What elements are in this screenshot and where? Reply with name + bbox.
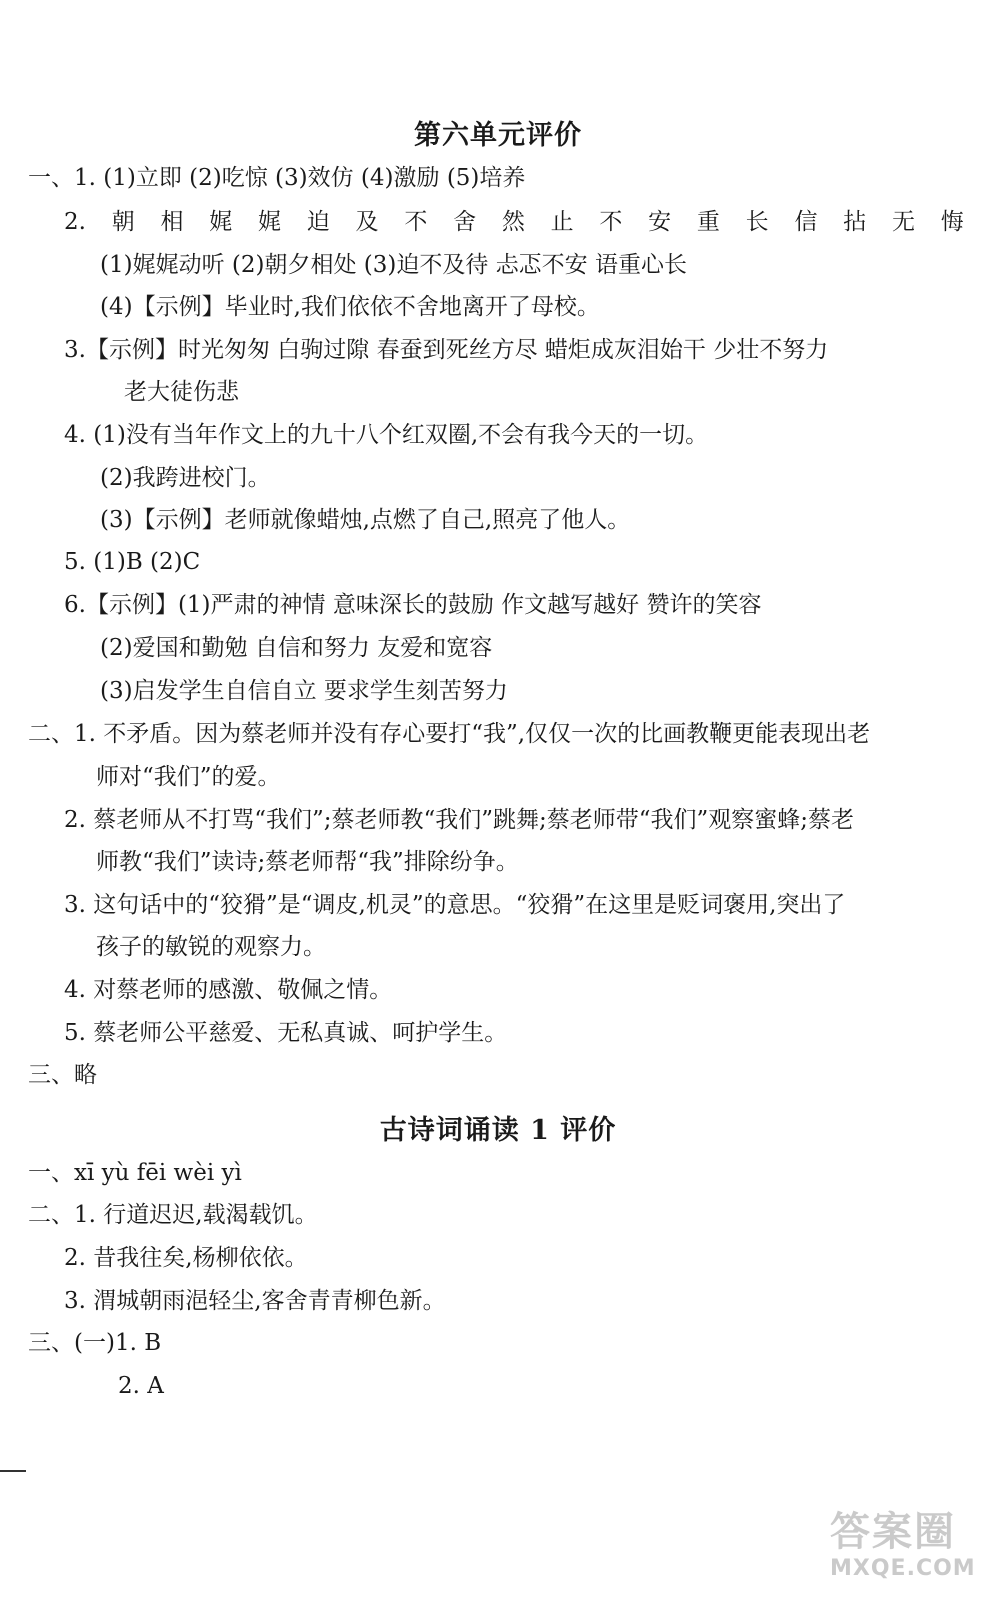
char-cell: 娓 xyxy=(209,209,233,235)
char-cell: 止 xyxy=(550,209,574,235)
char-cell: 舍 xyxy=(453,209,477,235)
char-cell: 迫 xyxy=(306,209,330,235)
char-cell: 信 xyxy=(794,209,818,235)
answer-1-5: 5. (1)B (2)C xyxy=(64,549,201,575)
poetry-answer-1: 一、xī yù fēi wèi yì xyxy=(28,1160,242,1186)
poetry-answer-2-1: 二、1. 行道迟迟,载渴载饥。 xyxy=(28,1202,318,1228)
char-cell: 2. xyxy=(64,209,86,235)
answer-1-2-idioms: (1)娓娓动听 (2)朝夕相处 (3)迫不及待 忐忑不安 语重心长 xyxy=(100,252,687,278)
char-cell: 悔 xyxy=(940,209,964,235)
answer-2-4: 4. 对蔡老师的感激、敬佩之情。 xyxy=(64,977,393,1003)
answer-1-4-1: 4. (1)没有当年作文上的九十八个红双圈,不会有我今天的一切。 xyxy=(64,422,709,448)
char-cell: 朝 xyxy=(111,209,135,235)
answer-2-2: 2. 蔡老师从不打骂“我们”;蔡老师教“我们”跳舞;蔡老师带“我们”观察蜜蜂;蔡老 xyxy=(64,807,855,833)
watermark xyxy=(830,1508,990,1593)
char-cell: 拈 xyxy=(843,209,867,235)
answer-2-3-cont: 孩子的敏锐的观察力。 xyxy=(96,934,326,960)
answer-2-1: 二、1. 不矛盾。因为蔡老师并没有存心要打“我”,仅仅一次的比画教鞭更能表现出老 xyxy=(28,721,871,747)
section-title-poetry: 古诗词诵读 1 评价 xyxy=(379,1115,617,1146)
char-cell: 不 xyxy=(599,209,623,235)
answer-2-2-cont: 师教“我们”读诗;蔡老师帮“我”排除纷争。 xyxy=(96,849,519,875)
answer-1-4-3: (3)【示例】老师就像蜡烛,点燃了自己,照亮了他人。 xyxy=(100,507,631,533)
answer-1-6-3: (3)启发学生自信自立 要求学生刻苦努力 xyxy=(100,678,508,704)
poetry-answer-3-1: 三、(一)1. B xyxy=(28,1330,162,1356)
answer-2-3: 3. 这句话中的“狡猾”是“调皮,机灵”的意思。“狡猾”在这里是贬词褒用,突出了 xyxy=(64,892,846,918)
answer-1-3-cont: 老大徒伤悲 xyxy=(124,379,239,405)
poetry-answer-2-2: 2. 昔我往矣,杨柳依依。 xyxy=(64,1245,308,1271)
poetry-answer-3-2: 2. A xyxy=(118,1373,164,1399)
char-cell: 及 xyxy=(355,209,379,235)
answer-2-1-cont: 师对“我们”的爱。 xyxy=(96,764,281,790)
answer-1-6-2: (2)爱国和勤勉 自信和努力 友爱和宽容 xyxy=(100,635,493,661)
char-cell: 娓 xyxy=(258,209,282,235)
answer-1-6-1: 6.【示例】(1)严肃的神情 意味深长的鼓励 作文越写越好 赞许的笑容 xyxy=(64,592,762,618)
watermark-logo: 答案圈 xyxy=(830,1509,956,1555)
answer-2-5: 5. 蔡老师公平慈爱、无私真诚、呵护学生。 xyxy=(64,1020,508,1046)
char-cell: 然 xyxy=(501,209,525,235)
char-cell: 重 xyxy=(696,209,720,235)
answer-3: 三、略 xyxy=(28,1062,97,1088)
char-cell: 无 xyxy=(891,209,915,235)
answer-1-2-example: (4)【示例】毕业时,我们依依不舍地离开了母校。 xyxy=(100,294,600,320)
watermark-url: MXQE.COM xyxy=(830,1556,976,1581)
answer-1-4-2: (2)我跨进校门。 xyxy=(100,465,271,491)
char-cell: 长 xyxy=(745,209,769,235)
answer-1-2-characters xyxy=(64,207,964,237)
char-cell: 安 xyxy=(648,209,672,235)
char-cell: 相 xyxy=(160,209,184,235)
section-title-unit6: 第六单元评价 xyxy=(414,120,582,151)
footnote-rule xyxy=(0,1470,26,1472)
poetry-answer-2-3: 3. 渭城朝雨浥轻尘,客舍青青柳色新。 xyxy=(64,1288,446,1314)
char-cell: 不 xyxy=(404,209,428,235)
answer-1-1: 一、1. (1)立即 (2)吃惊 (3)效仿 (4)激励 (5)培养 xyxy=(28,165,526,191)
answer-1-3: 3.【示例】时光匆匆 白驹过隙 春蚕到死丝方尽 蜡炬成灰泪始干 少壮不努力 xyxy=(64,337,829,363)
